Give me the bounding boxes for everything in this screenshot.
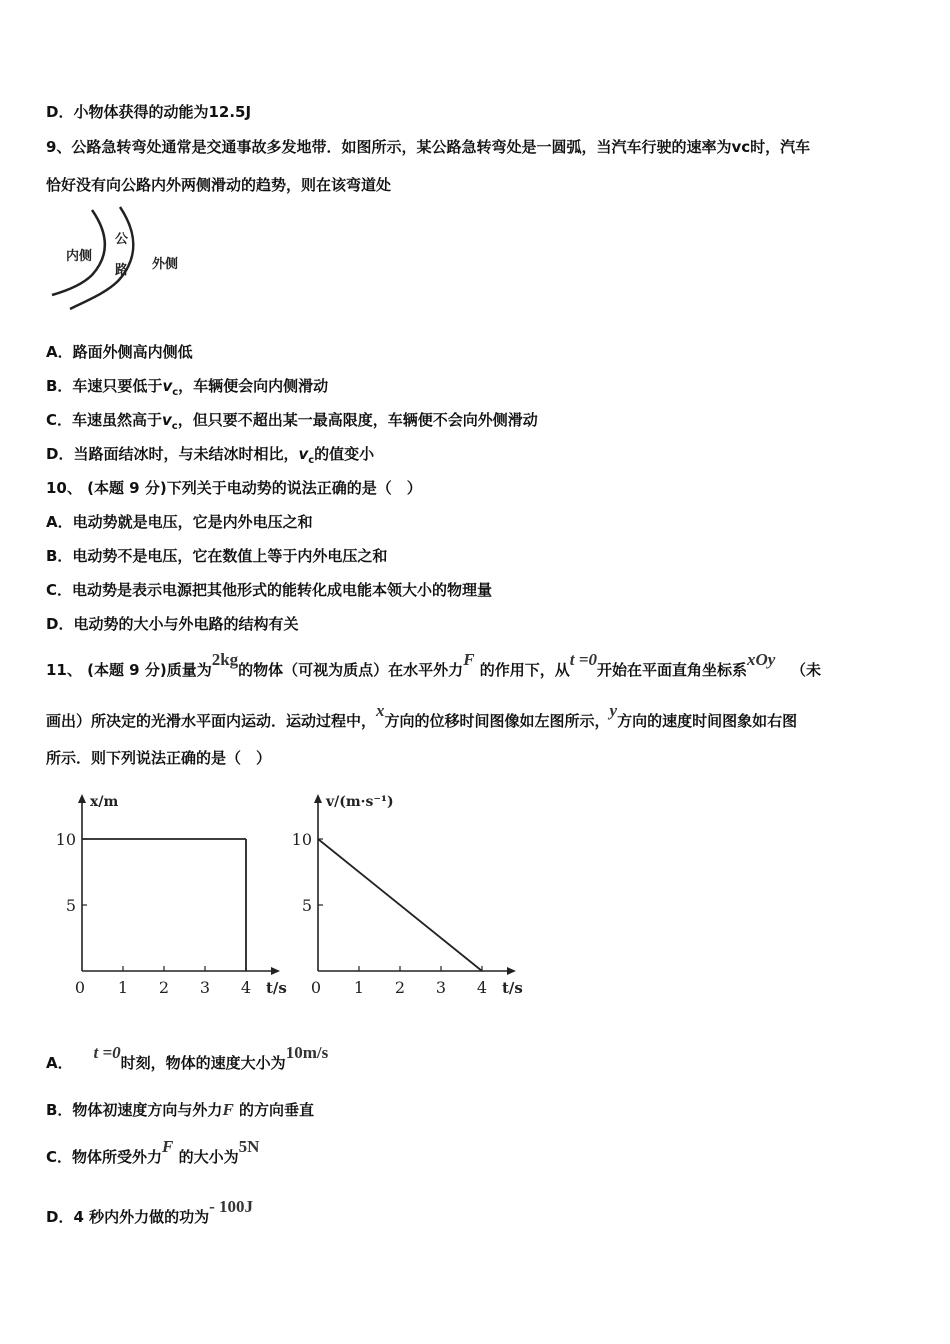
force-var: F	[463, 650, 475, 669]
q11-option-a-mid: 时刻，物体的速度大小为	[120, 1054, 286, 1072]
inner-side-label: 内侧	[66, 249, 93, 264]
q9-option-b-post: ，车辆便会向内侧滑动	[178, 377, 329, 395]
xt-y-tick-label: 5	[65, 896, 76, 915]
q9-option-d	[46, 444, 374, 471]
vt-x-tick-label: 0	[310, 978, 322, 997]
q9-option-d-post: 的值变小	[314, 445, 375, 463]
q11-stem-line1	[46, 650, 821, 680]
xt-x-tick-label: 2	[158, 978, 170, 997]
var-c: c	[308, 455, 315, 466]
q9-option-c-pre: C．车速虽然高于	[46, 411, 163, 429]
xt-x-tick-label: 4	[240, 978, 252, 997]
vt-y-label: v/(m·s⁻¹)	[326, 794, 394, 810]
t0-expr: t =0	[569, 650, 597, 669]
q11-stem-line3: 所示．则下列说法正确的是（ ）	[46, 749, 272, 767]
road-label-lu: 路	[115, 263, 129, 278]
xt-x-tick-label: 0	[74, 978, 86, 997]
force-var: F	[222, 1100, 234, 1119]
vt-y-tick-label: 5	[301, 896, 312, 915]
vt-x-tick-label: 3	[435, 978, 447, 997]
road-label-gong: 公	[115, 232, 129, 247]
v-t-chart	[282, 786, 522, 1001]
q11-stem-p4: 开始在平面直角坐标系	[596, 661, 747, 679]
q11-option-b	[46, 1100, 314, 1120]
vt-x-axis-arrow	[507, 967, 516, 975]
q8-option-d: D．小物体获得的动能为12.5J	[46, 103, 252, 121]
q11-stem-line2-p3: 方向的速度时间图象如右图	[617, 712, 798, 730]
q9-option-b-pre: B．车速只要低于	[46, 377, 163, 395]
road-curve-figure	[44, 205, 196, 320]
xt-y-label: x/m	[90, 794, 119, 810]
work-value: - 100J	[209, 1197, 254, 1216]
q9-stem-line2: 恰好没有向公路内外两侧滑动的趋势，则在该弯道处	[46, 176, 392, 194]
var-v: v	[162, 411, 172, 429]
q9-option-b	[46, 376, 328, 403]
q11-stem-p3: 的作用下，从	[479, 661, 570, 679]
q11-option-c-mid: 的大小为	[178, 1148, 239, 1166]
xt-x-tick-label: 3	[199, 978, 211, 997]
q11-option-a	[46, 1043, 329, 1073]
vt-x-tick-label: 4	[476, 978, 488, 997]
q9-option-c-post: ，但只要不超出某一最高限度，车辆便不会向外侧滑动	[177, 411, 538, 429]
x-t-chart	[46, 786, 287, 1001]
q11-stem-line2	[46, 701, 798, 731]
xt-x-tick-label: 1	[117, 978, 129, 997]
q11-option-b-post: 的方向垂直	[239, 1101, 315, 1119]
xt-x-axis-arrow	[271, 967, 280, 975]
q11-option-c	[46, 1137, 260, 1167]
q9-stem-line1: 9、公路急转弯处通常是交通事故多发地带．如图所示，某公路急转弯处是一圆弧，当汽车行驶的速率为vc时，汽车	[46, 138, 811, 156]
vt-y-tick-label: 10	[291, 830, 312, 849]
var-v: v	[298, 445, 309, 463]
x-var: x	[376, 701, 385, 720]
q11-option-a-pre: A．	[46, 1054, 73, 1072]
q10-option-b: B．电动势不是电压，它在数值上等于内外电压之和	[46, 547, 388, 565]
q11-option-b-pre: B．物体初速度方向与外力	[46, 1101, 223, 1119]
q11-stem-line2-p1: 画出）所决定的光滑水平面内运动．运动过程中，	[46, 712, 377, 730]
var-c: c	[172, 387, 179, 398]
var-v: v	[162, 377, 173, 395]
q11-stem-p1: 11、 (本题 9 分)质量为	[46, 661, 212, 679]
t0-expr: t =0	[93, 1043, 121, 1062]
force-var: F	[162, 1137, 174, 1156]
speed-value: 10m/s	[285, 1043, 329, 1062]
q9-option-c	[46, 410, 538, 437]
q11-stem-line2-p2: 方向的位移时间图像如左图所示，	[384, 712, 610, 730]
q11-option-d-pre: D．4 秒内外力做的功为	[46, 1208, 210, 1226]
vt-y-axis-arrow	[314, 794, 322, 803]
vt-x-tick-label: 2	[394, 978, 406, 997]
xt-y-axis-arrow	[78, 794, 86, 803]
q9-option-d-pre: D．当路面结冰时，与未结冰时相比，	[46, 445, 299, 463]
var-c: c	[171, 421, 178, 432]
q11-option-c-pre: C．物体所受外力	[46, 1148, 163, 1166]
xt-y-tick-label: 10	[55, 830, 76, 849]
q10-option-c: C．电动势是表示电源把其他形式的能转化成电能本领大小的物理量	[46, 581, 493, 599]
vt-series-line	[318, 839, 482, 971]
q10-option-a: A．电动势就是电压，它是内外电压之和	[46, 513, 313, 531]
outer-side-label: 外侧	[152, 257, 179, 272]
y-var: y	[609, 701, 618, 720]
q11-stem-p2: 的物体（可视为质点）在水平外力	[238, 661, 464, 679]
q9-option-a: A．路面外侧高内侧低	[46, 343, 193, 361]
q10-option-d: D．电动势的大小与外电路的结构有关	[46, 615, 299, 633]
vt-x-label: t/s	[502, 979, 523, 997]
vt-x-tick-label: 1	[353, 978, 365, 997]
force-value: 5N	[238, 1137, 260, 1156]
q10-stem: 10、 (本题 9 分)下列关于电动势的说法正确的是（ ）	[46, 479, 422, 497]
q11-stem-p5: （未	[790, 661, 821, 679]
xt-x-label: t/s	[266, 979, 287, 997]
q11-option-d	[46, 1197, 254, 1227]
coord-system: xOy	[746, 650, 776, 669]
mass-value: 2kg	[211, 650, 239, 669]
